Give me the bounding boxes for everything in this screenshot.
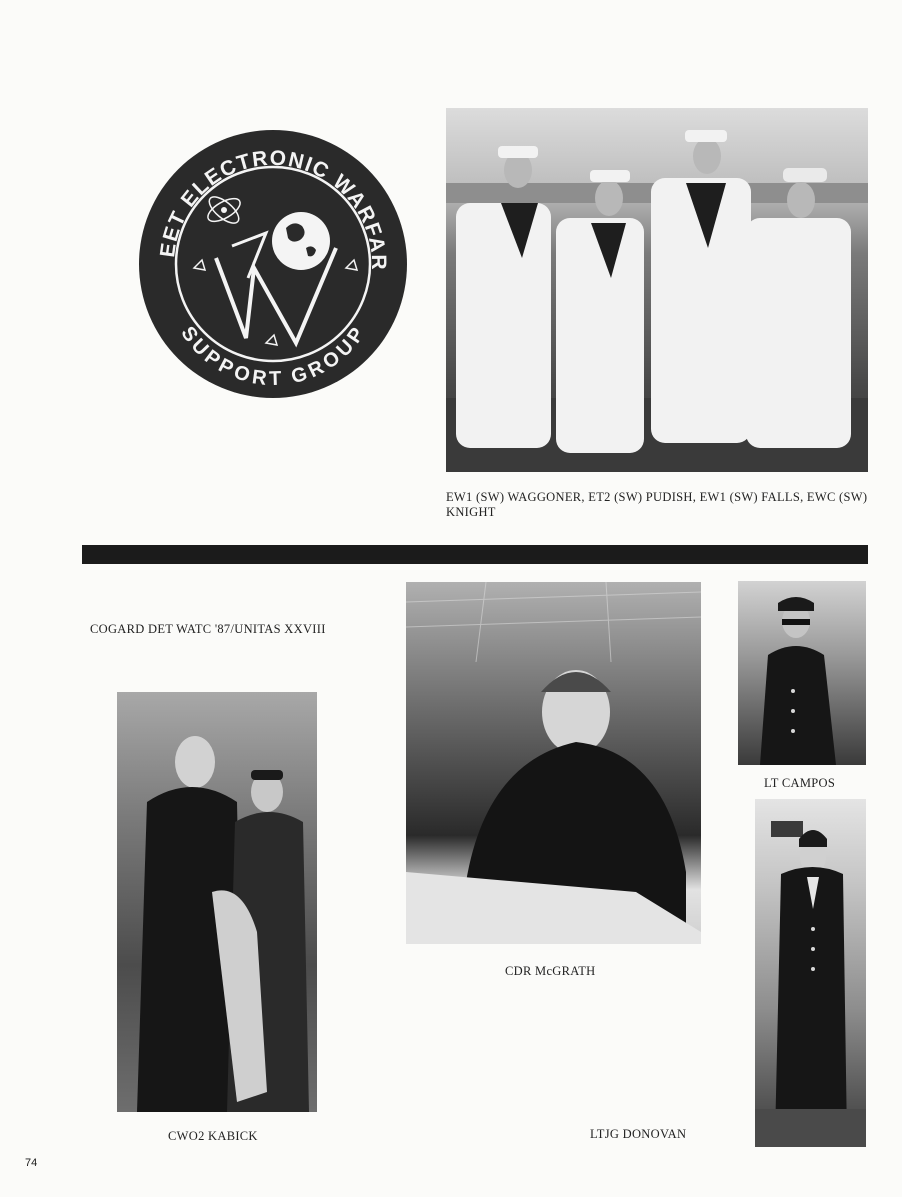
donovan-photo [755,799,866,1147]
campos-photo [738,581,866,765]
campos-photo-image [738,581,866,765]
page-number: 74 [25,1157,38,1169]
fewsg-emblem [136,128,410,400]
kabick-caption: CWO2 KABICK [168,1129,258,1143]
section-title: COGARD DET WATC '87/UNITAS XXVIII [90,622,326,636]
mcgrath-photo-image [406,582,701,944]
emblem-top-text: EET ELECTRONIC WARFAR [156,146,391,272]
mcgrath-photo [406,582,701,944]
section-divider [82,545,868,564]
donovan-photo-image [755,799,866,1147]
emblem-graphic [136,128,410,400]
kabick-photo [117,692,317,1112]
emblem-bottom-text: SUPPORT GROUP [176,322,370,390]
group-photo [446,108,868,472]
donovan-caption: LTJG DONOVAN [590,1127,687,1141]
campos-caption: LT CAMPOS [764,776,836,790]
mcgrath-caption: CDR McGRATH [505,964,596,978]
group-photo-caption: EW1 (SW) WAGGONER, ET2 (SW) PUDISH, EW1 (SW) FALLS, EWC (SW) KNIGHT [446,490,868,519]
group-photo-image [446,108,868,472]
kabick-photo-image [117,692,317,1112]
